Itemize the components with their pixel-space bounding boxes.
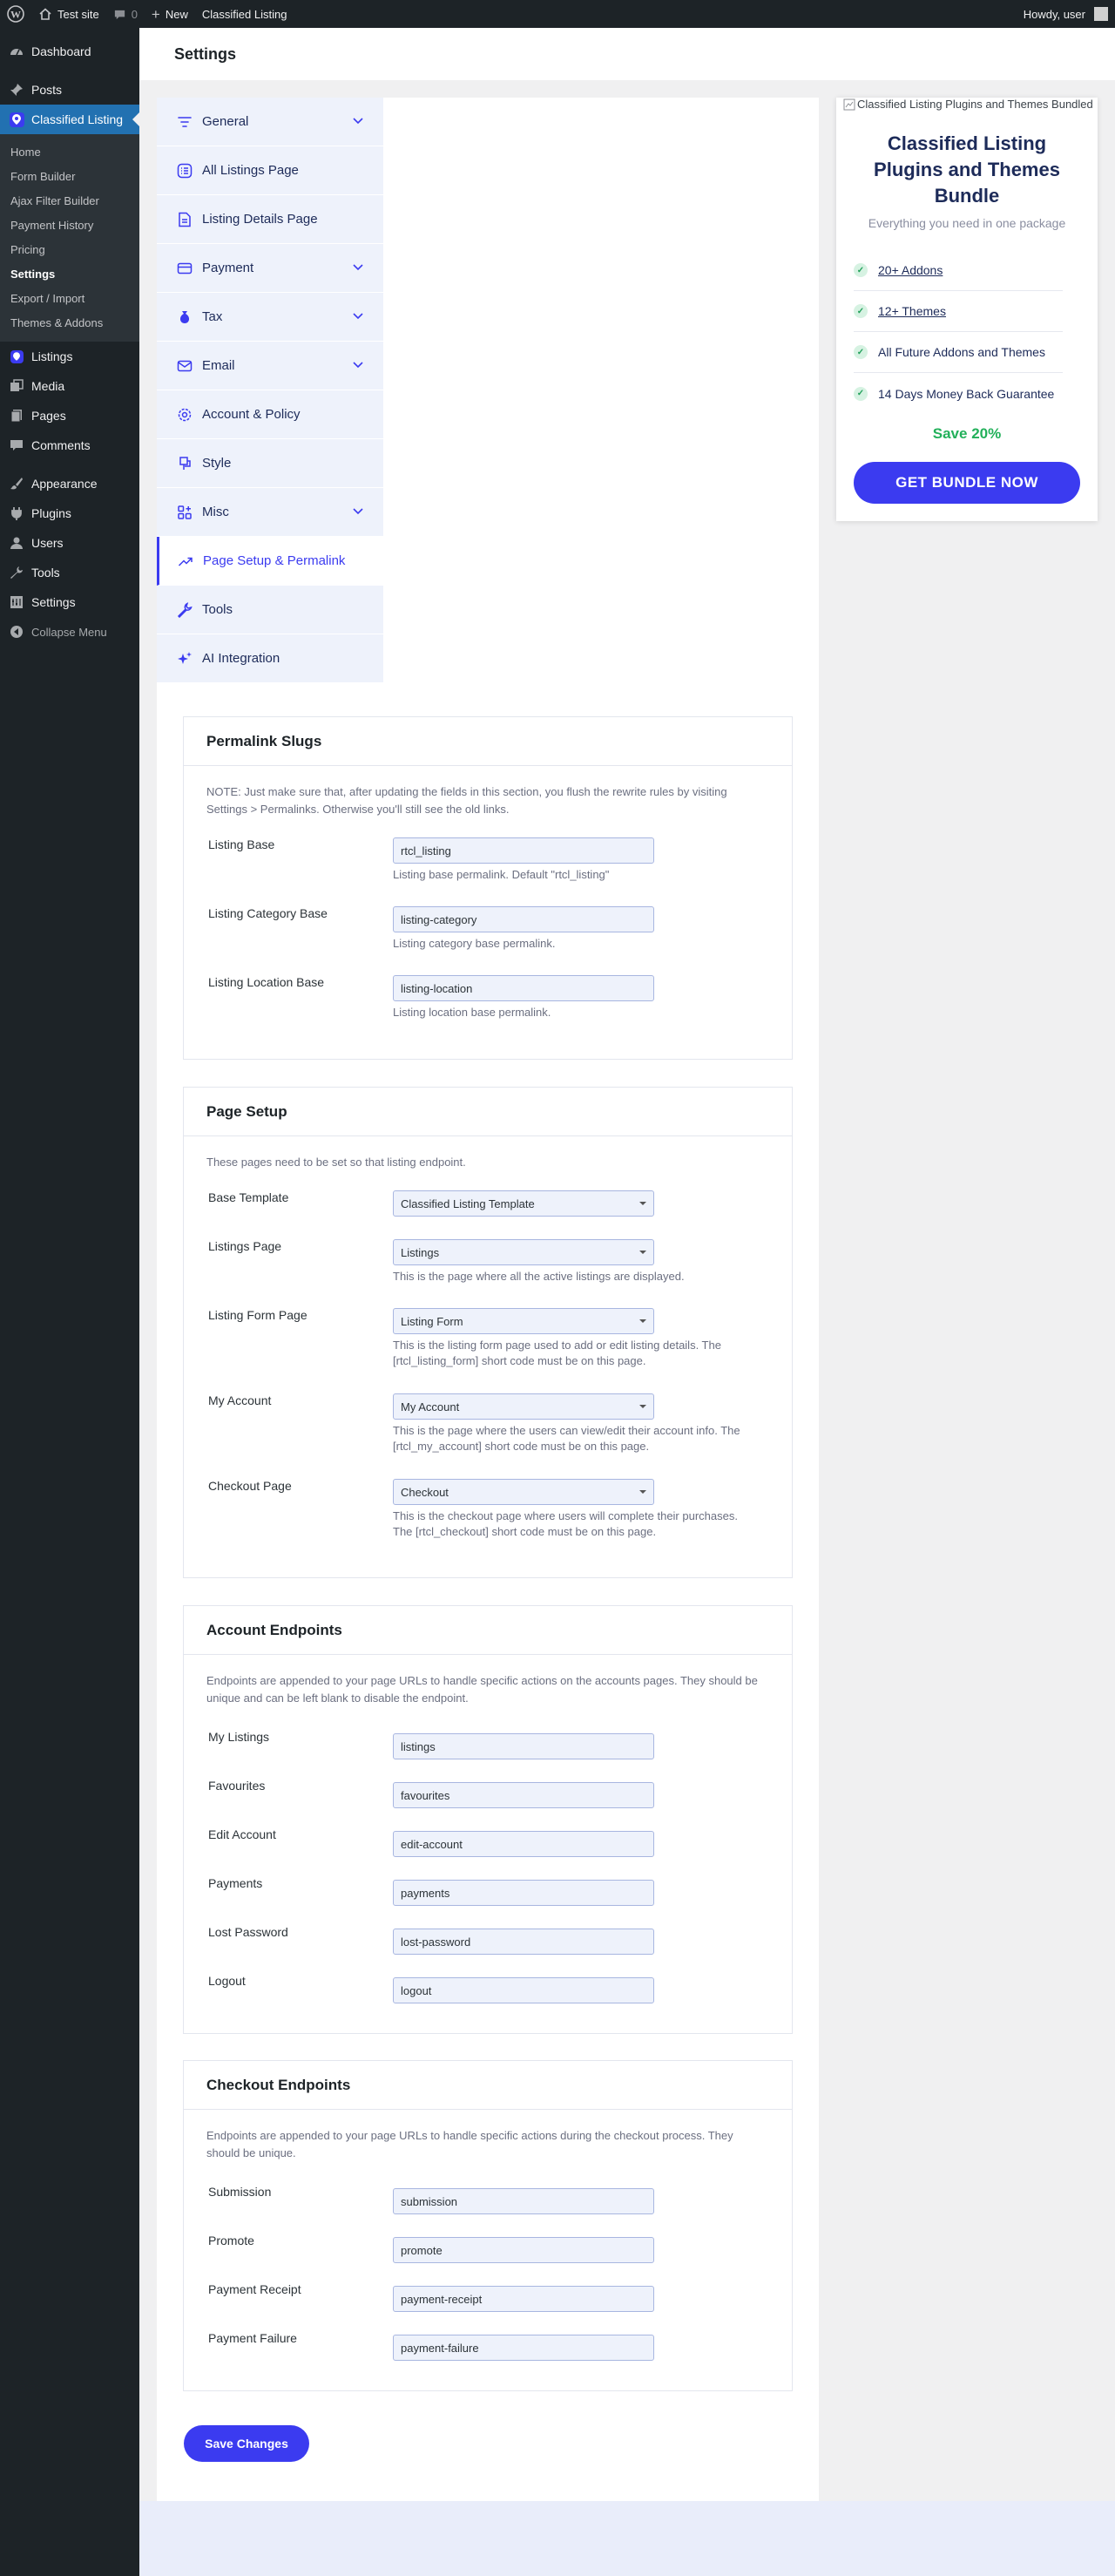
settings-panel (157, 98, 819, 2501)
grid-list-icon (176, 162, 193, 180)
menu-pages[interactable] (0, 401, 139, 430)
promo-banner-image (843, 98, 1093, 111)
menu-comments-label: Comments (31, 438, 91, 452)
field-row (184, 906, 792, 975)
promo-feature-list (854, 250, 1063, 414)
menu-dashboard[interactable] (0, 37, 139, 66)
settings-nav-label: Style (202, 456, 232, 471)
chevron-down-icon (352, 309, 364, 325)
my-account-select[interactable]: My Account (393, 1393, 654, 1420)
credit-card-icon (176, 260, 193, 277)
settings-nav-label: AI Integration (202, 651, 280, 666)
home-icon (38, 7, 52, 21)
paintbrush-icon (9, 476, 24, 491)
chevron-down-icon (352, 505, 364, 520)
field-row (184, 2234, 792, 2282)
section-title: Checkout Endpoints (184, 2061, 792, 2110)
settings-nav-account-policy[interactable] (157, 390, 383, 439)
submenu-pricing[interactable]: Pricing (10, 243, 45, 256)
new-content-link[interactable] (145, 0, 195, 28)
field-label: Favourites (208, 1779, 266, 1793)
menu-appearance[interactable] (0, 469, 139, 498)
lost-password-endpoint-input[interactable] (393, 1929, 654, 1955)
menu-classified-listing[interactable] (0, 105, 139, 134)
promo-feature-label: All Future Addons and Themes (878, 345, 1045, 359)
listings-icon (9, 349, 24, 364)
submenu-themes-addons[interactable]: Themes & Addons (10, 316, 104, 329)
menu-plugins[interactable] (0, 498, 139, 528)
settings-nav-label: General (202, 114, 249, 129)
settings-nav-label: Email (202, 358, 235, 373)
field-row (184, 1730, 792, 1779)
submenu-payment-history[interactable]: Payment History (10, 219, 94, 232)
field-row (184, 2331, 792, 2380)
bundle-promo-card (836, 98, 1098, 521)
settings-nav-listing-details-page[interactable] (157, 195, 383, 244)
settings-nav-label: Tax (202, 309, 223, 324)
section-note: These pages need to be set so that listing endpoint. (206, 1156, 466, 1169)
field-label: Submission (208, 2185, 272, 2199)
pushpin-icon (9, 82, 24, 98)
field-row (184, 1925, 792, 1974)
edit-account-endpoint-input[interactable] (393, 1831, 654, 1857)
section-note: Endpoints are appended to your page URLs to handle specific actions on the accounts pages. They should be unique and can be left blank to disable the endpoint. (206, 1674, 758, 1705)
field-description: This is the checkout page where users will complete their purchases. The [rtcl_checkout] short code must be on this page. (393, 1509, 738, 1538)
check-icon: ✓ (854, 263, 868, 277)
settings-nav-label: Page Setup & Permalink (203, 553, 346, 568)
field-label: Base Template (208, 1190, 289, 1204)
field-label: Listing Base (208, 837, 275, 851)
site-name-link[interactable] (31, 0, 106, 28)
account-endpoints-section (183, 1605, 793, 2034)
checkout-endpoints-section (183, 2060, 793, 2391)
field-description: This is the page where the users can view/edit their account info. The [rtcl_my_account] short code must be on this page. (393, 1424, 740, 1453)
user-icon (9, 535, 24, 551)
paint-icon (176, 455, 193, 472)
field-label: Checkout Page (208, 1479, 292, 1493)
section-note: NOTE: Just make sure that, after updating the fields in this section, you flush the rewrite rules by visiting Settings > Permalinks. Otherwise you'll still see the old links. (206, 785, 727, 816)
field-row (184, 1190, 792, 1239)
field-description: Listing location base permalink. (393, 1006, 551, 1019)
field-label: My Listings (208, 1730, 270, 1744)
admin-bar (0, 0, 1115, 28)
get-bundle-button[interactable]: GET BUNDLE NOW (854, 462, 1080, 504)
menu-comments[interactable] (0, 430, 139, 460)
payment-receipt-endpoint-input[interactable] (393, 2286, 654, 2312)
settings-nav-label: Tools (202, 602, 233, 617)
settings-nav-label: Listing Details Page (202, 212, 318, 227)
page-title: Settings (174, 44, 237, 63)
section-note: Endpoints are appended to your page URLs to handle specific actions during the checkout process. They should be unique. (206, 2129, 733, 2159)
settings-nav (157, 98, 383, 683)
menu-media-label: Media (31, 379, 65, 393)
field-row (184, 2185, 792, 2234)
chevron-down-icon (352, 261, 364, 276)
promo-title: Classified Listing Plugins and Themes Bundle (874, 132, 1060, 207)
field-row (184, 1974, 792, 2023)
comments-link[interactable] (106, 0, 145, 28)
classified-listing-submenu (0, 134, 139, 342)
listing-location-base-input[interactable] (393, 975, 654, 1001)
svg-text:W: W (10, 8, 21, 21)
promo-feature-item[interactable] (854, 291, 1063, 332)
listing-form-page-select[interactable]: Listing Form (393, 1308, 654, 1334)
field-label: Listing Category Base (208, 906, 328, 920)
my-listings-endpoint-input[interactable] (393, 1733, 654, 1759)
menu-media[interactable] (0, 371, 139, 401)
field-label: Payment Failure (208, 2331, 297, 2345)
promo-feature-item (854, 373, 1063, 414)
media-icon (9, 378, 24, 394)
grid-plus-icon (176, 504, 193, 521)
settings-nav-ai-integration[interactable] (157, 634, 383, 683)
page-header (139, 28, 1115, 80)
section-title: Page Setup (184, 1088, 792, 1136)
menu-listings[interactable] (0, 342, 139, 371)
base-template-select[interactable]: Classified Listing Template (393, 1190, 654, 1217)
plus-icon: + (151, 5, 160, 23)
field-row (184, 837, 792, 906)
sliders-icon (176, 113, 193, 131)
promote-endpoint-input[interactable] (393, 2237, 654, 2263)
promo-feature-link[interactable]: 20+ Addons (878, 263, 943, 277)
footer-strip (139, 2501, 1115, 2576)
classified-listing-icon (9, 112, 24, 127)
menu-dashboard-label: Dashboard (31, 44, 91, 58)
new-label: New (165, 7, 188, 21)
submenu-home[interactable]: Home (10, 146, 41, 159)
checkout-page-select[interactable]: Checkout (393, 1479, 654, 1505)
settings-nav-general[interactable] (157, 98, 383, 146)
field-description: This is the listing form page used to add or edit listing details. The [rtcl_listing_form] short code must be on this page. (393, 1339, 721, 1367)
collapse-menu-label: Collapse Menu (31, 625, 107, 639)
site-name: Test site (57, 7, 99, 21)
money-bag-icon (176, 308, 193, 326)
field-label: Listing Location Base (208, 975, 325, 989)
menu-posts-label: Posts (31, 83, 63, 97)
menu-appearance-label: Appearance (31, 477, 98, 491)
settings-nav-misc[interactable] (157, 488, 383, 537)
payment-failure-endpoint-input[interactable] (393, 2335, 654, 2361)
favourites-endpoint-input[interactable] (393, 1782, 654, 1808)
field-label: Payment Receipt (208, 2282, 301, 2296)
settings-nav-label: Payment (202, 261, 254, 275)
settings-nav-email[interactable] (157, 342, 383, 390)
dashboard-icon (9, 44, 24, 59)
field-label: Edit Account (208, 1827, 276, 1841)
settings-icon (9, 594, 24, 610)
trend-up-icon (177, 552, 194, 570)
howdy-text: Howdy, user (1023, 7, 1085, 21)
field-row (184, 2282, 792, 2331)
settings-nav-all-listings-page[interactable] (157, 146, 383, 195)
promo-subtitle: Everything you need in one package (868, 216, 1066, 230)
settings-nav-tools[interactable] (157, 586, 383, 634)
menu-listings-label: Listings (31, 349, 73, 363)
settings-nav-label: All Listings Page (202, 163, 299, 178)
comments-count: 0 (131, 7, 138, 21)
check-icon: ✓ (854, 304, 868, 318)
chevron-down-icon (352, 114, 364, 130)
menu-tools[interactable] (0, 558, 139, 587)
settings-nav-page-setup-permalink[interactable] (157, 537, 383, 586)
field-label: Listings Page (208, 1239, 282, 1253)
menu-settings-label: Settings (31, 595, 76, 609)
menu-plugins-label: Plugins (31, 506, 71, 520)
submenu-export-import[interactable]: Export / Import (10, 292, 85, 305)
field-description: Listing base permalink. Default "rtcl_listing" (393, 868, 610, 881)
permalink-slugs-section (183, 716, 793, 1060)
promo-discount: Save 20% (932, 425, 1002, 442)
field-row (184, 1393, 792, 1479)
field-row (184, 975, 792, 1044)
account-menu[interactable] (1017, 0, 1115, 28)
submission-endpoint-input[interactable] (393, 2188, 654, 2214)
settings-nav-label: Misc (202, 505, 229, 519)
promo-feature-label: 14 Days Money Back Guarantee (878, 386, 1055, 401)
menu-users-label: Users (31, 536, 64, 550)
envelope-icon (176, 357, 193, 375)
logout-endpoint-input[interactable] (393, 1977, 654, 2003)
field-row (184, 1239, 792, 1308)
menu-pages-label: Pages (31, 409, 66, 423)
menu-users[interactable] (0, 528, 139, 558)
menu-posts[interactable] (0, 75, 139, 105)
page-setup-section (183, 1087, 793, 1578)
chevron-down-icon (352, 358, 364, 374)
menu-classified-listing-label: Classified Listing (31, 112, 124, 126)
settings-nav-tax[interactable] (157, 293, 383, 342)
promo-image-alt-text: Classified Listing Plugins and Themes Bundled (857, 98, 1093, 111)
wordpress-logo-icon[interactable] (0, 0, 31, 28)
field-label: Lost Password (208, 1925, 288, 1939)
settings-nav-label: Account & Policy (202, 407, 301, 422)
avatar (1094, 7, 1108, 21)
menu-tools-label: Tools (31, 566, 60, 580)
field-description: Listing category base permalink. (393, 937, 556, 950)
field-row (184, 1827, 792, 1876)
field-label: My Account (208, 1393, 272, 1407)
field-description: This is the page where all the active listings are displayed. (393, 1270, 685, 1283)
section-title: Account Endpoints (184, 1606, 792, 1655)
check-icon: ✓ (854, 387, 868, 401)
listing-base-input[interactable] (393, 837, 654, 864)
field-row (184, 1779, 792, 1827)
field-label: Promote (208, 2234, 254, 2247)
collapse-icon (9, 624, 24, 640)
listing-category-base-input[interactable] (393, 906, 654, 932)
settings-nav-payment[interactable] (157, 244, 383, 293)
admin-sidebar (0, 28, 139, 2576)
collapse-menu-button[interactable] (0, 617, 139, 647)
wrench-icon (9, 565, 24, 580)
gear-icon (176, 406, 193, 424)
promo-feature-link[interactable]: 12+ Themes (878, 304, 946, 318)
comments-icon (9, 437, 24, 453)
document-icon (176, 211, 193, 228)
field-row (184, 1876, 792, 1925)
listings-page-select[interactable]: Listings (393, 1239, 654, 1265)
settings-nav-style[interactable] (157, 439, 383, 488)
field-row (184, 1308, 792, 1393)
submenu-form-builder[interactable]: Form Builder (10, 170, 76, 183)
pages-icon (9, 408, 24, 424)
promo-feature-item[interactable] (854, 250, 1063, 291)
wrench-icon (176, 601, 193, 619)
field-label: Listing Form Page (208, 1308, 307, 1322)
plug-icon (9, 505, 24, 521)
menu-settings[interactable] (0, 587, 139, 617)
field-label: Logout (208, 1974, 246, 1988)
save-changes-button[interactable]: Save Changes (184, 2425, 309, 2462)
field-label: Payments (208, 1876, 263, 1890)
promo-feature-item (854, 332, 1063, 373)
comment-bubble-icon (113, 8, 126, 21)
sparkle-icon (176, 650, 193, 668)
section-title: Permalink Slugs (184, 717, 792, 766)
field-row (184, 1479, 792, 1549)
broken-image-icon (843, 98, 855, 111)
submenu-ajax-filter-builder[interactable]: Ajax Filter Builder (10, 194, 99, 207)
payments-endpoint-input[interactable] (393, 1880, 654, 1906)
classified-listing-bar-link[interactable]: Classified Listing (201, 7, 287, 21)
submenu-settings[interactable]: Settings (10, 268, 56, 281)
check-icon: ✓ (854, 345, 868, 359)
